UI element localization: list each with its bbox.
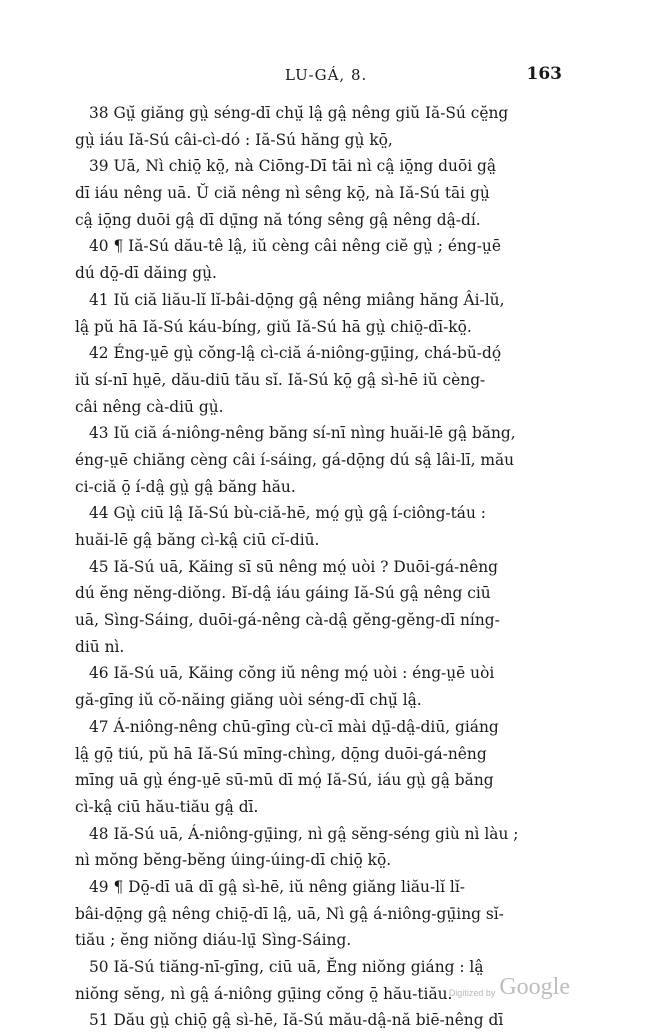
- text-line: diū nì.: [75, 637, 125, 656]
- text-line: 42 Éng-ṳē gṳ̀ cŏng-lâ̤ cì-ciă á-niông-gṳ̄ing, chá-bŭ-dó̤: [89, 344, 502, 363]
- running-title: LU-GÁ, 8.: [285, 66, 368, 84]
- text-line: tiău ; ĕng niŏng diáu-lṳ̄ Sìng-Sáing.: [75, 931, 352, 950]
- text-line: 39 Uā, Nì chiō̤ kō̤, nà Ciōng-Dī tāi nì câ̤ iō̤ng duōi gâ̤: [89, 157, 497, 176]
- text-line: huăi-lē gâ̤ băng cì-kâ̤ ciū cĭ-diū.: [75, 531, 320, 549]
- text-line: gă-gīng iŭ cŏ-năing giăng uòi séng-dī chṳ̆ lâ̤.: [75, 691, 422, 710]
- text-line: 38 Gṳ̆ giăng gṳ̀ séng-dī chṳ̆ lâ̤ gâ̤ nêng giŭ Iă-Sú cĕ̤ng: [89, 104, 509, 122]
- text-line: éng-ṳē chiăng cèng câi í-sáing, gá-dō̤ng dú sâ̤ lâi-lī, mău: [75, 450, 515, 469]
- text-line: 46 Iă-Sú uā, Kăing cŏng iŭ nêng mó̤ uòi : éng-ṳē uòi: [89, 664, 495, 683]
- text-line: 50 Iă-Sú tiăng-nī-gīng, ciū uā, Ĕng niŏng giáng : lâ̤: [89, 958, 484, 976]
- google-watermark: [449, 970, 570, 1000]
- text-line: ci-ciă ō̤ í-dâ̤ gṳ̀ gâ̤ băng hău.: [75, 477, 296, 496]
- text-line: lâ̤ pŭ hā Iă-Sú káu-bíng, giŭ Iă-Sú hā gṳ̀ chiō̤-dī-kō̤.: [75, 317, 472, 336]
- text-line: gṳ̀ iáu Iă-Sú câi-cì-dó : Iă-Sú hăng gṳ̀ kō̤,: [75, 130, 393, 149]
- google-logo: Google: [499, 974, 570, 1000]
- text-line: 49 ¶ Dō̤-dī uā dī gâ̤ sì-hē, iŭ nêng giăng liău-lĭ lĭ-: [89, 877, 465, 896]
- text-line: nì mŏng bĕng-bĕng úing-úing-dī chiō̤ kō̤.: [75, 851, 392, 870]
- text-line: 43 Iŭ ciă á-niông-nêng băng sí-nī nìng huăi-lē gâ̤ băng,: [89, 424, 516, 443]
- scripture-text: [75, 100, 570, 1034]
- text-line: câ̤ iō̤ng duōi gâ̤ dī dṳ̄ng nă tóng sêng gâ̤ nêng dâ̤-dí.: [75, 210, 481, 229]
- text-line: 44 Gṳ̀ ciū lâ̤ Iă-Sú bù-ciă-hē, mó̤ gṳ̀ gâ̤ í-ciông-táu :: [89, 504, 486, 523]
- text-line: mīng uā gṳ̀ éng-ṳē sū-mū dī mó̤ Iă-Sú, iáu gṳ̀ gâ̤ băng: [75, 771, 494, 790]
- text-line: 40 ¶ Iă-Sú dău-tê lâ̤, iŭ cèng câi nêng ciĕ gṳ̀ ; éng-ṳē: [89, 237, 501, 256]
- text-line: niŏng sĕng, nì gâ̤ á-niông gṳ̄ing cŏng ō̤ hău-tiău.: [75, 984, 453, 1003]
- text-line: 41 Iŭ ciă liău-lĭ lĭ-bâi-dō̤ng gâ̤ nêng miâng hăng Âi-lŭ,: [89, 290, 505, 309]
- text-line: dú ĕng nĕng-diŏng. Bĭ-dâ̤ iáu gáing Iă-Sú gâ̤ nêng ciū: [75, 584, 491, 603]
- text-line: bâi-dō̤ng gâ̤ nêng chiō̤-dī lâ̤, uā, Nì gâ̤ á-niông-gṳ̄ing sĭ-: [75, 904, 504, 923]
- text-line: iŭ sí-nī hṳē, dău-diū tău sĭ. Iă-Sú kō̤ gâ̤ sì-hē iŭ cèng-: [75, 370, 486, 389]
- text-line: 45 Iă-Sú uā, Kăing sī sū nêng mó̤ uòi ? Duōi-gá-nêng: [89, 557, 499, 576]
- text-line: 51 Dău gṳ̀ chiō̤ gâ̤ sì-hē, Iă-Sú mău-dâ̤-nă biē-nêng dī: [89, 1011, 504, 1030]
- page-number: 163: [526, 64, 562, 84]
- digitized-by-label: Digitized by: [448, 988, 496, 998]
- text-line: cì-kâ̤ ciū hău-tiău gâ̤ dī.: [75, 797, 259, 816]
- text-line: dú dō̤-dī dăing gṳ̀.: [75, 264, 217, 283]
- text-line: 48 Iă-Sú uā, Á-niông-gṳ̄ing, nì gâ̤ sĕng-séng giù nì làu ;: [89, 824, 519, 843]
- text-line: lâ̤ gō̤ tiú, pŭ hā Iă-Sú mīng-chìng, dō̤ng duōi-gá-nêng: [75, 744, 487, 763]
- text-line: dī iáu nêng uā. Ŭ ciă nêng nì sêng kō̤, nà Iă-Sú tāi gṳ̀: [75, 184, 490, 203]
- text-line: uā, Sìng-Sáing, duōi-gá-nêng cà-dâ̤ gĕng-gĕng-dī níng-: [75, 611, 500, 630]
- running-head: [80, 66, 570, 90]
- text-line: 47 Á-niông-nêng chū-gīng cù-cī mài dṳ̄-dâ̤-diū, giáng: [89, 717, 499, 736]
- text-line: câi nêng cà-diū gṳ̀.: [75, 397, 224, 416]
